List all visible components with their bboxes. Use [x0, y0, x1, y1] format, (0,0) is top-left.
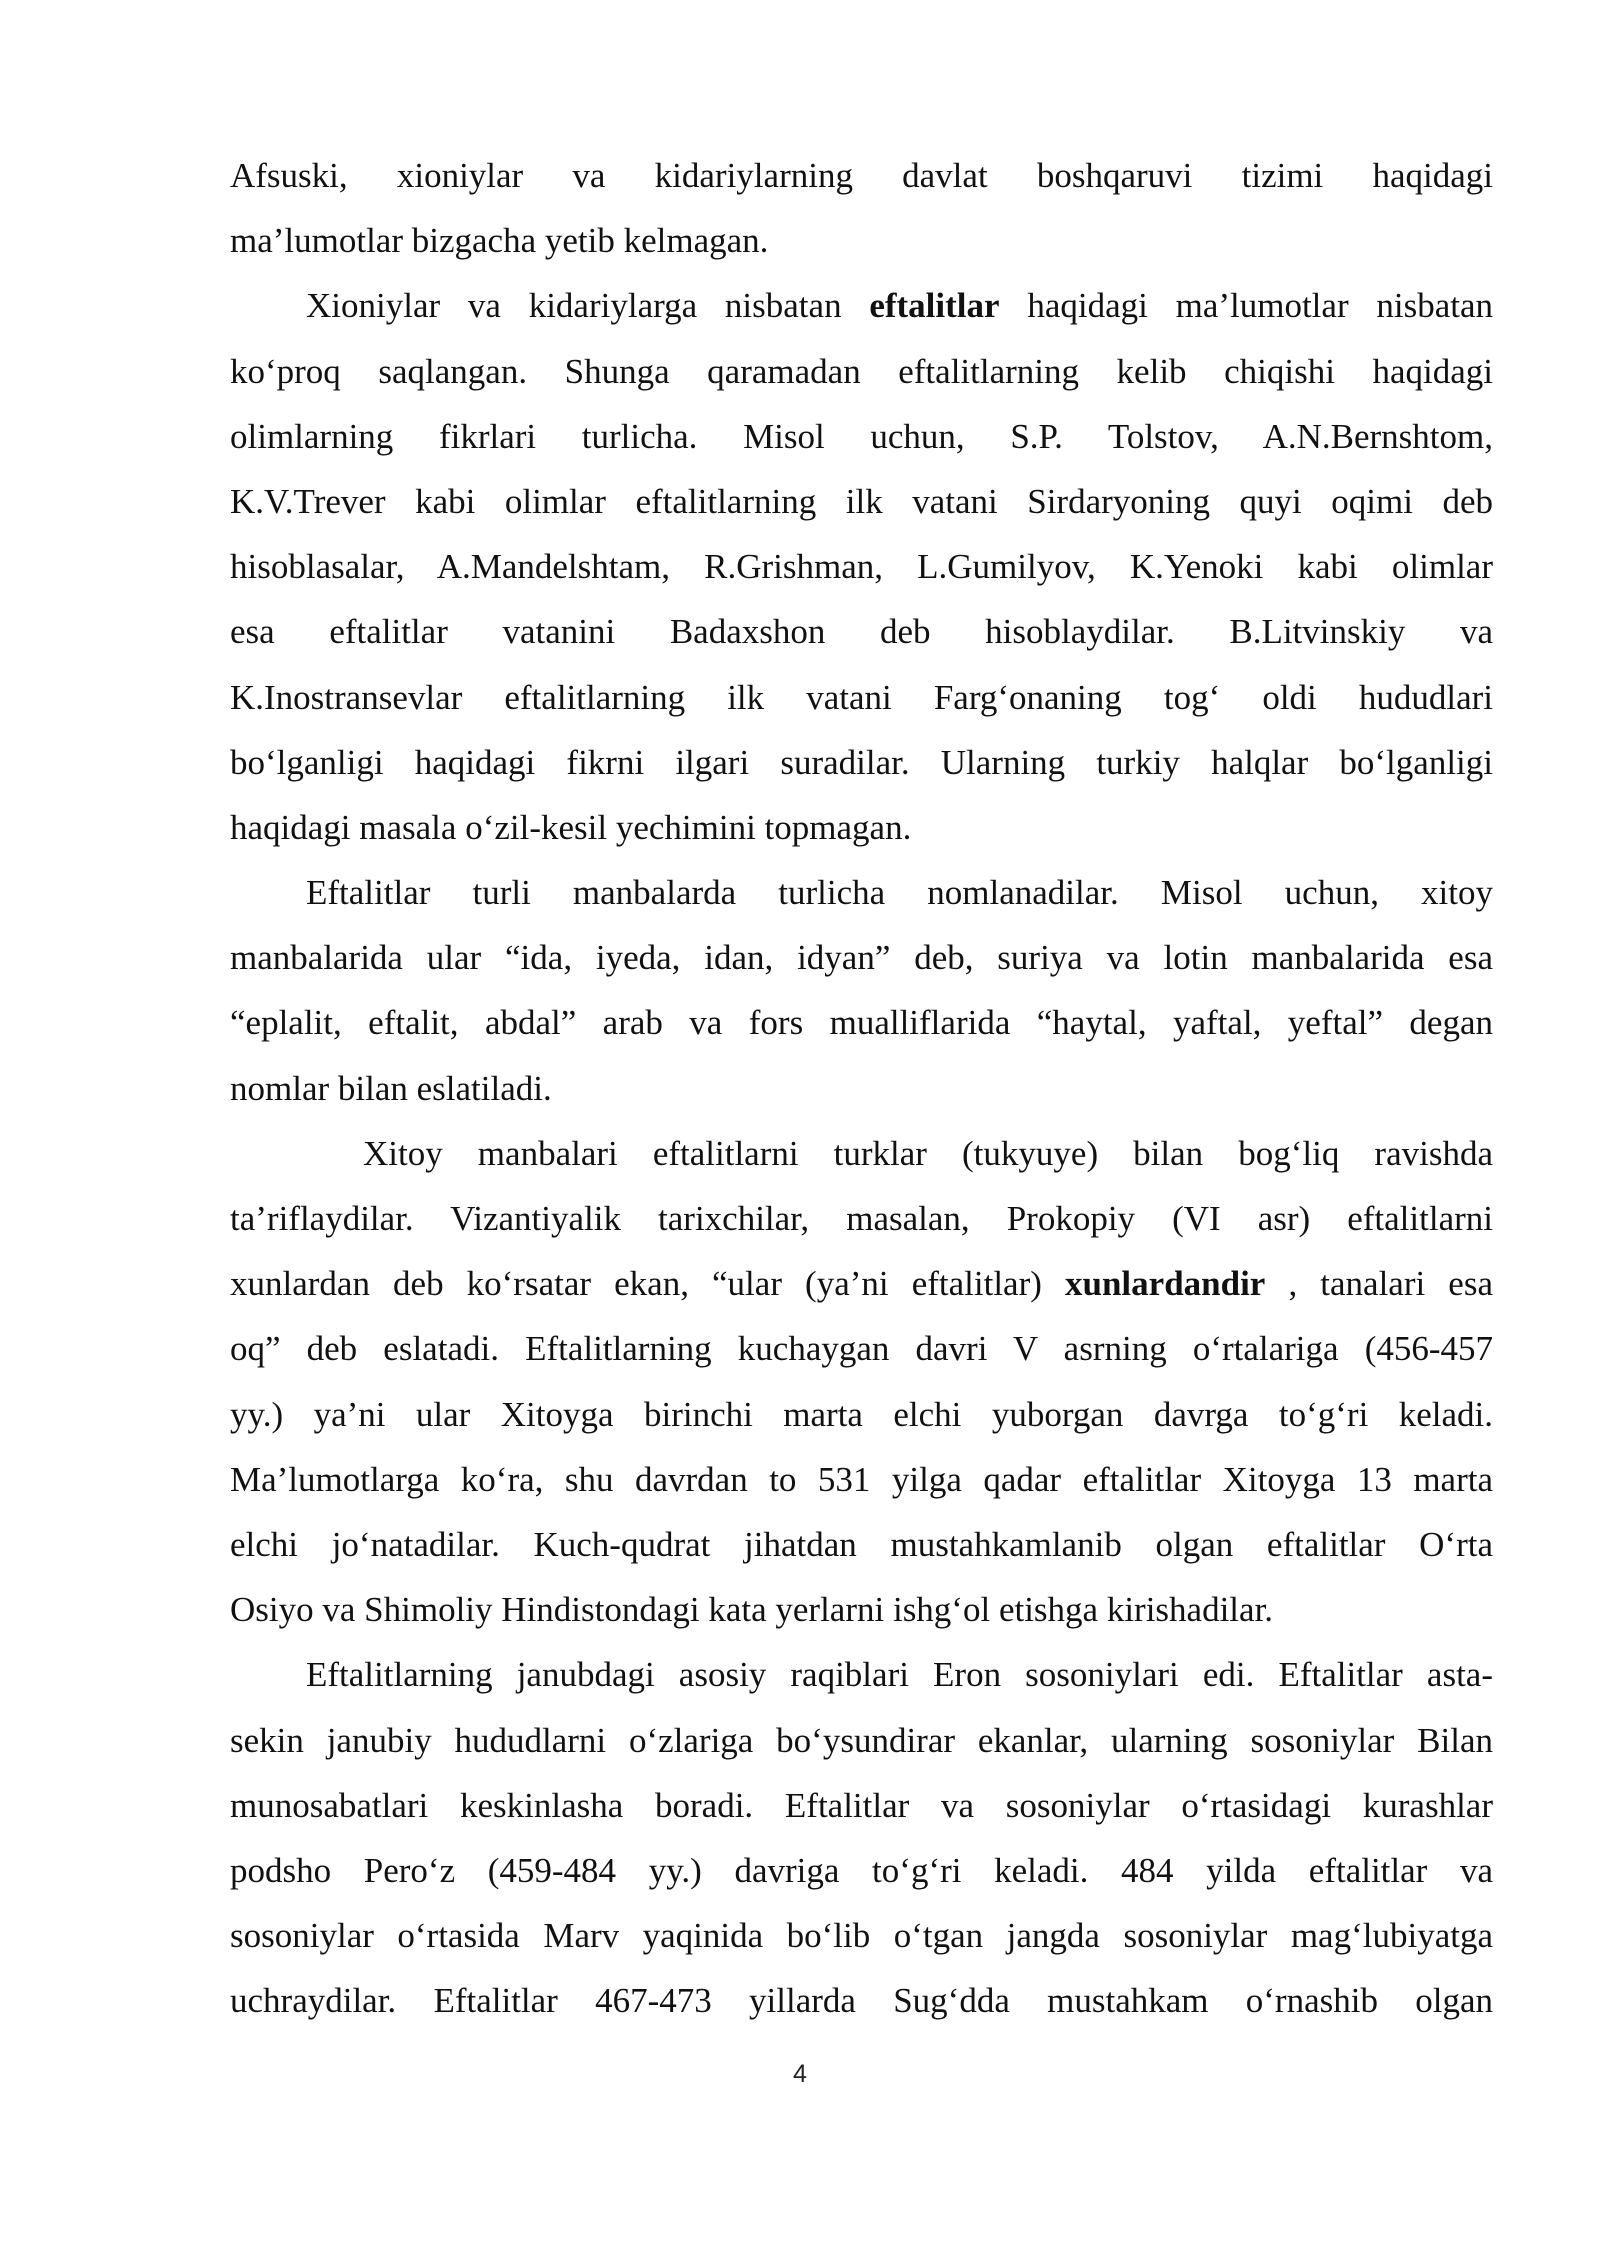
text-line [230, 273, 1493, 338]
text-line: munosabatlari keskinlasha boradi. Eftalitlar va sosoniylar o‘rtasidagi kurashlar [230, 1785, 1493, 1825]
text-line: ta’riflaydilar. Vizantiyalik tarixchilar, masalan, Prokopiy (VI asr) eftalitlarni [230, 1199, 1493, 1238]
text-line: hisoblasalar, A.Mandelshtam, R.Grishman, L.Gumilyov, K.Yenoki kabi olimlar [230, 547, 1493, 587]
bold-term: xunlardandir [1065, 1264, 1266, 1304]
text-line: Ma’lumotlarga ko‘ra, shu davrdan to 531 yilga qadar eftalitlar Xitoyga 13 marta [230, 1459, 1493, 1499]
text-span: haqidagi ma’lumotlar nisbatan [999, 286, 1493, 326]
text-line: Eftalitlarning janubdagi asosiy raqiblari Eron sosoniylari edi. Eftalitlar asta- [306, 1655, 1493, 1695]
text-line: uchraydilar. Eftalitlar 467-473 yillarda Sug‘dda mustahkam o‘rnashib olgan [230, 1981, 1493, 2021]
text-line: ma’lumotlar bizgacha yetib kelmagan. [230, 221, 769, 261]
bold-term: eftalitlar [869, 286, 1000, 326]
text-line: elchi jo‘natadilar. Kuch-qudrat jihatdan mustahkamlanib olgan eftalitlar O‘rta [230, 1524, 1493, 1564]
page-number: 4 [793, 2060, 807, 2088]
text-line: haqidagi masala o‘zil-kesil yechimini topmagan. [230, 807, 912, 847]
text-line: K.Inostransevlar eftalitlarning ilk vatani Farg‘onaning tog‘ oldi hududlari [230, 677, 1493, 717]
text-line: yy.) ya’ni ular Xitoyga birinchi marta elchi yuborgan davrga to‘g‘ri keladi. [230, 1394, 1493, 1434]
text-line: Afsuski, xioniylar va kidariylarning davlat boshqaruvi tizimi haqidagi [230, 156, 1493, 195]
text-line: podsho Pero‘z (459-484 yy.) davriga to‘g‘ri keladi. 484 yilda eftalitlar va [230, 1850, 1493, 1890]
text-line: sosoniylar o‘rtasida Marv yaqinida bo‘lib o‘tgan jangda sosoniylar mag‘lubiyatga [230, 1916, 1493, 1956]
paragraph [230, 1642, 1493, 2033]
text-line: esa eftalitlar vatanini Badaxshon deb hisoblaydilar. B.Litvinskiy va [230, 612, 1493, 652]
text-line: Xitoy manbalari eftalitlarni turklar (tukyuye) bilan bog‘liq ravishda [363, 1133, 1493, 1173]
text-line: Osiyo va Shimoliy Hindistondagi kata yerlarni ishg‘ol etishga kirishadilar. [230, 1590, 1274, 1630]
text-line: olimlarning fikrlari turlicha. Misol uchun, S.P. Tolstov, A.N.Bernshtom, [230, 416, 1493, 456]
paragraph [230, 860, 1493, 1121]
text-line: “eplalit, eftalit, abdal” arab va fors mualliflarida “haytal, yaftal, yeftal” degan [230, 1003, 1493, 1043]
text-line [230, 1251, 1493, 1316]
text-span: xunlardan deb ko‘rsatar ekan, “ular (ya’ni eftalitlar) [230, 1264, 1065, 1304]
text-line: K.V.Trever kabi olimlar eftalitlarning ilk vatani Sirdaryoning quyi oqimi deb [230, 481, 1493, 521]
text-line: manbalarida ular “ida, iyeda, idan, idyan” deb, suriya va lotin manbalarida esa [230, 938, 1493, 978]
text-line: oq” deb eslatadi. Eftalitlarning kuchaygan davri V asrning o‘rtalariga (456-457 [230, 1329, 1493, 1369]
text-line: sekin janubiy hududlarni o‘zlariga bo‘ysundirar ekanlar, ularning sosoniylar Bilan [230, 1720, 1493, 1760]
text-line: bo‘lganligi haqidagi fikrni ilgari suradilar. Ularning turkiy halqlar bo‘lganligi [230, 742, 1493, 782]
text-span: Xioniylar va kidariylarga nisbatan [306, 286, 870, 326]
paragraph [230, 143, 1493, 273]
paragraph [230, 1121, 1493, 1643]
paragraph [230, 273, 1493, 860]
text-span: , tanalari esa [1265, 1264, 1493, 1304]
text-line: Eftalitlar turli manbalarda turlicha nomlanadilar. Misol uchun, xitoy [306, 873, 1493, 913]
text-line: ko‘proq saqlangan. Shunga qaramadan eftalitlarning kelib chiqishi haqidagi [230, 351, 1493, 391]
document-page [230, 143, 1493, 2033]
text-line: nomlar bilan eslatiladi. [230, 1068, 552, 1108]
